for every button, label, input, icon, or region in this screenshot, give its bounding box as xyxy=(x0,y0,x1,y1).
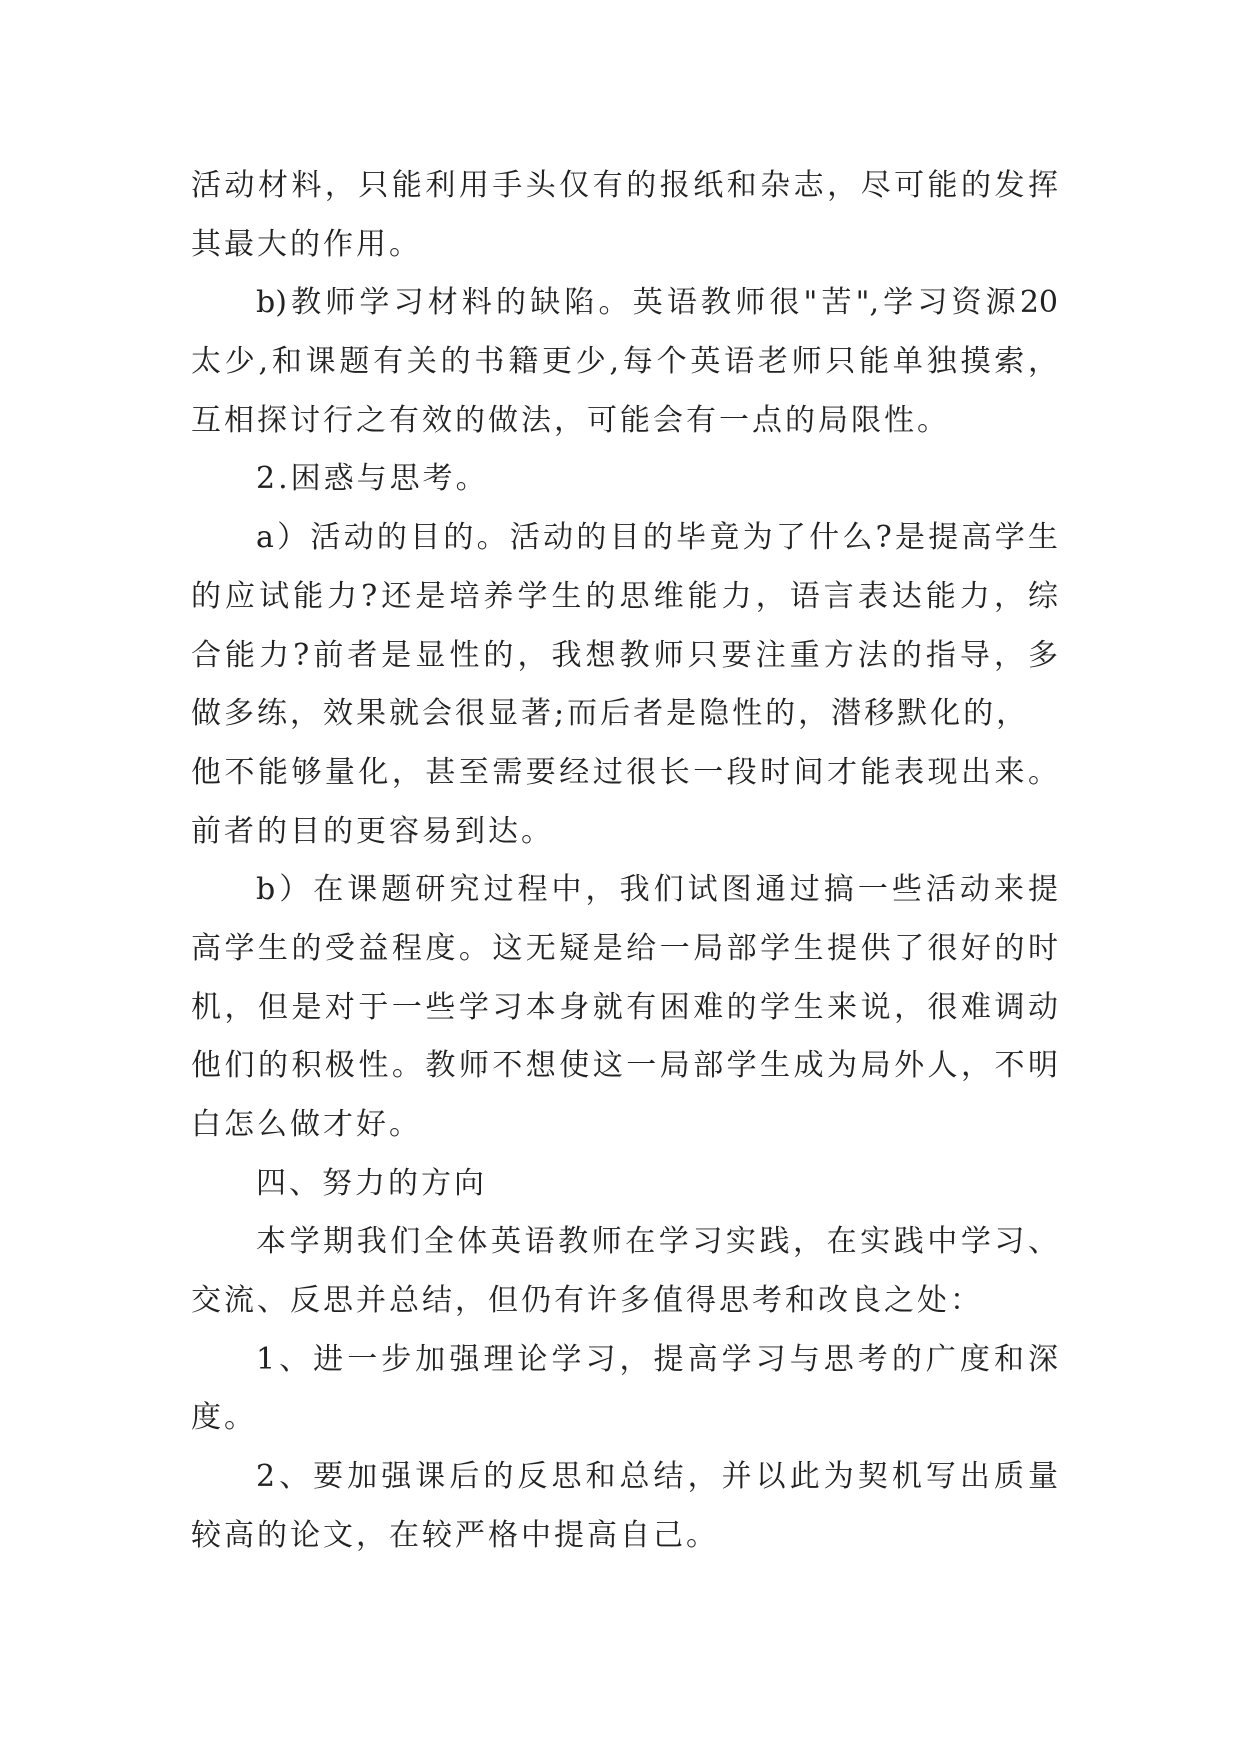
paragraph-line: 他们的积极性。教师不想使这一局部学生成为局外人，不明 xyxy=(191,1048,1058,1084)
subheading-confusion xyxy=(191,450,1058,509)
paragraph-continuation xyxy=(191,157,1058,274)
paragraph-line: 合能力?前者是显性的，我想教师只要注重方法的指导，多 xyxy=(191,637,1058,673)
paragraph-line: 其最大的作用。 xyxy=(191,226,422,262)
paragraph-line: a）活动的目的。活动的目的毕竟为了什么?是提高学生 xyxy=(256,520,1058,556)
paragraph-line: 机，但是对于一些学习本身就有困难的学生来说，很难调动 xyxy=(191,989,1058,1025)
paragraph-activity-purpose xyxy=(191,509,1058,861)
paragraph-line: 高学生的受益程度。这无疑是给一局部学生提供了很好的时 xyxy=(191,930,1058,966)
paragraph-line: 白怎么做才好。 xyxy=(191,1107,422,1142)
paragraph-teacher-materials xyxy=(191,274,1058,450)
paragraph-semester-summary xyxy=(191,1213,1058,1330)
paragraph-line: 前者的目的更容易到达。 xyxy=(191,813,554,849)
paragraph-line: b)教师学习材料的缺陷。英语教师很"苦",学习资源20 xyxy=(256,285,1058,321)
paragraph-line: 互相探讨行之有效的做法，可能会有一点的局限性。 xyxy=(191,402,950,438)
paragraph-line: 本学期我们全体英语教师在学习实践，在实践中学习、 xyxy=(256,1224,1058,1260)
paragraph-line: 太少,和课题有关的书籍更少,每个英语老师只能单独摸索， xyxy=(191,344,1058,380)
list-item-line: 2、要加强课后的反思和总结，并以此为契机写出质量 xyxy=(256,1459,1058,1495)
document-body xyxy=(191,157,1058,1566)
paragraph-line: 做多练，效果就会很显著;而后者是隐性的，潜移默化的， xyxy=(191,696,1030,732)
paragraph-line: b）在课题研究过程中，我们试图通过搞一些活动来提 xyxy=(256,872,1058,908)
paragraph-line: 的应试能力?还是培养学生的思维能力，语言表达能力，综 xyxy=(191,578,1058,614)
paragraph-line: 交流、反思并总结，但仍有许多值得思考和改良之处： xyxy=(191,1283,983,1319)
list-item-1 xyxy=(191,1331,1058,1448)
list-item-line: 1、进一步加强理论学习，提高学习与思考的广度和深 xyxy=(256,1341,1058,1377)
paragraph-research-process xyxy=(191,861,1058,1154)
section-heading-line: 四、努力的方向 xyxy=(256,1165,487,1201)
paragraph-line: 活动材料，只能利用手头仅有的报纸和杂志，尽可能的发挥 xyxy=(191,168,1058,203)
paragraph-line: 他不能够量化，甚至需要经过很长一段时间才能表现出来。 xyxy=(191,754,1058,790)
section-heading xyxy=(191,1155,1058,1214)
subheading-line: 2.困惑与思考。 xyxy=(256,461,489,497)
list-item-line: 度。 xyxy=(191,1400,257,1436)
list-item-2 xyxy=(191,1448,1058,1565)
list-item-line: 较高的论文，在较严格中提高自己。 xyxy=(191,1517,719,1553)
